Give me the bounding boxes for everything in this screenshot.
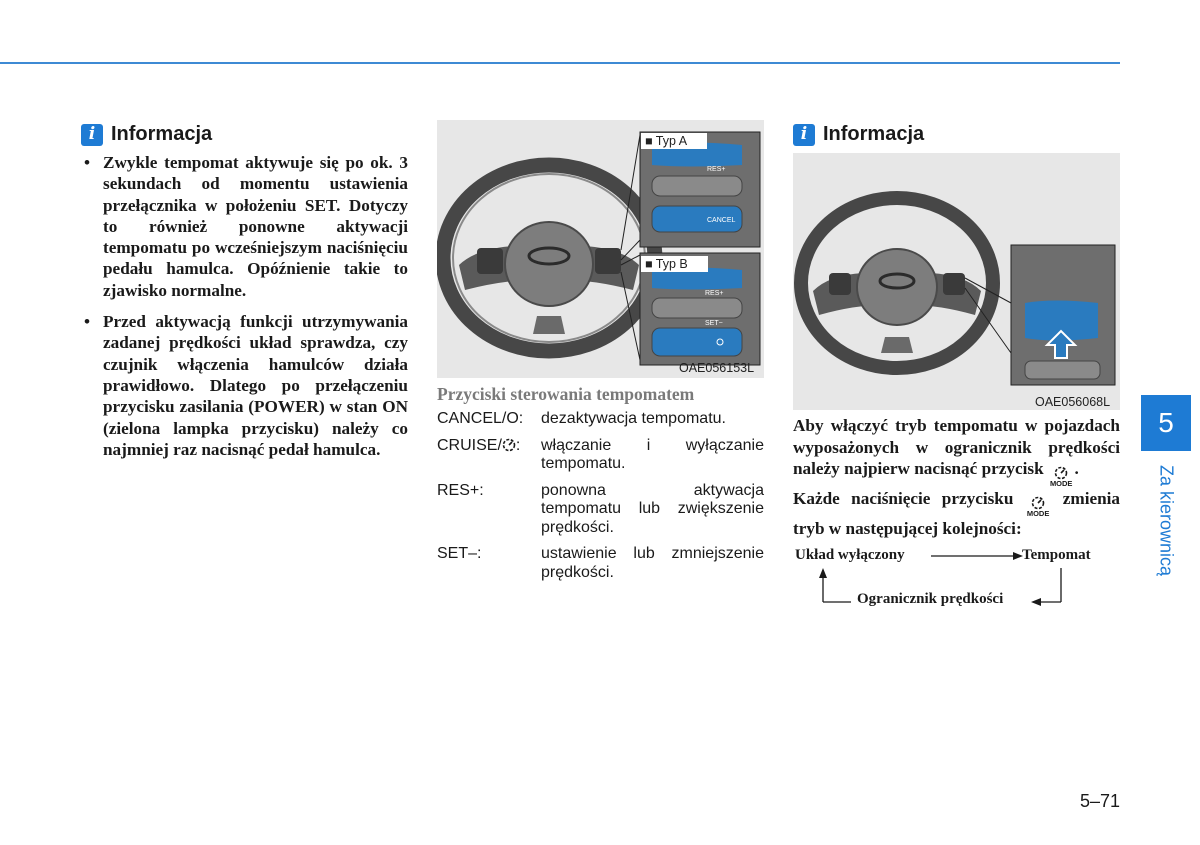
- definition-desc: ponowna aktywacja tempomatu lub zwiększenie prędkości.: [541, 481, 764, 536]
- mode-label: MODE: [1049, 479, 1073, 488]
- controls-definitions: [437, 410, 764, 590]
- para2-text: Każde naciśnięcie przycisku: [793, 489, 1014, 508]
- left-info-bullets: [82, 152, 408, 470]
- mode-button-figure: [793, 153, 1120, 410]
- figure-code: OAE056068L: [1035, 395, 1111, 409]
- term-suffix: :: [515, 436, 521, 454]
- right-info-header: [793, 123, 924, 146]
- bullet-item: • Zwykle tempomat aktywuje się po ok. 3 sekundach od momentu ustawienia przełącznika w położeniu SET. Dotyczy to również ponowne aktywacji tempomatu po wcześniejszym naciśnięciu pedału hamulca. Opóźnienie takie to zjawisko normalne.: [82, 152, 408, 301]
- mode-icon: [1050, 466, 1073, 488]
- term-prefix: CRUISE/: [437, 436, 502, 454]
- left-info-header: [81, 123, 212, 146]
- res-button-label: RES+: [705, 290, 724, 297]
- chapter-title: Za kierownicą: [1156, 464, 1177, 577]
- steering-wheel-illustration: [437, 120, 764, 378]
- controls-caption: Przyciski sterowania tempomatem: [437, 384, 695, 404]
- steering-wheel-figure: [437, 120, 764, 378]
- definition-term: SET–:: [437, 545, 482, 562]
- page-number: 5–71: [1080, 791, 1121, 811]
- definition-row: [437, 437, 764, 474]
- info-icon: i: [81, 124, 103, 146]
- definition-term: RES+:: [437, 481, 484, 499]
- definition-desc: włączanie i wyłączanie tempomatu.: [541, 436, 764, 472]
- definition-row: [437, 545, 764, 582]
- mode-icon: [1027, 496, 1050, 518]
- figure-code: OAE056153L: [679, 361, 755, 375]
- definition-row: [437, 410, 764, 429]
- definition-row: [437, 482, 764, 538]
- definition-term: CANCEL/O:: [437, 410, 524, 427]
- chapter-tab: 5: [1141, 395, 1191, 451]
- definition-desc: dezaktywacja tempomatu.: [541, 410, 726, 427]
- definition-term: [437, 437, 541, 474]
- para1-end: .: [1074, 459, 1079, 478]
- res-button-label: RES+: [707, 166, 726, 173]
- cycle-cruise-label: Tempomat: [1022, 547, 1091, 563]
- steering-wheel-mode-illustration: [793, 153, 1120, 410]
- para2-text-end: zmienia tryb w następującej kolejności:: [793, 489, 1121, 538]
- right-info-para1: [793, 415, 1120, 488]
- top-rule: [0, 62, 1120, 64]
- cruise-icon: [502, 438, 516, 452]
- type-a-label: ■ Typ A: [641, 133, 707, 149]
- left-info-title: Informacja: [111, 123, 213, 145]
- right-info-para2: [793, 488, 1120, 539]
- para1-text: Aby włączyć tryb tempomatu w pojazdach wyposażonych w ogranicznik prędkości należy najpierw nacisnąć przycisk: [793, 416, 1120, 478]
- gauge-icon: [1054, 466, 1068, 480]
- cycle-off-label: Układ wyłączony: [795, 547, 905, 563]
- mode-label: MODE: [1026, 509, 1050, 518]
- right-info-title: Informacja: [823, 123, 925, 145]
- gauge-icon: [1031, 496, 1045, 510]
- cycle-limiter-label: Ogranicznik prędkości: [857, 591, 1004, 607]
- set-button-label: SET−: [705, 320, 723, 327]
- definition-desc: ustawienie lub zmniejszenie prędkości.: [541, 545, 764, 581]
- info-icon: i: [793, 124, 815, 146]
- type-b-label: ■ Typ B: [641, 256, 708, 272]
- cancel-button-label: CANCEL: [707, 217, 736, 224]
- chapter-side-label: [1138, 455, 1194, 585]
- bullet-item: • Przed aktywacją funkcji utrzymywania zadanej prędkości układ sprawdza, czy czujnik włączenia hamulców działa prawidłowo. Dlatego po przełączeniu przycisku zasilania (POWER) w stan ON (zielona lampka przycisku) należy co najmniej raz nacisnąć pedał hamulca.: [82, 311, 408, 460]
